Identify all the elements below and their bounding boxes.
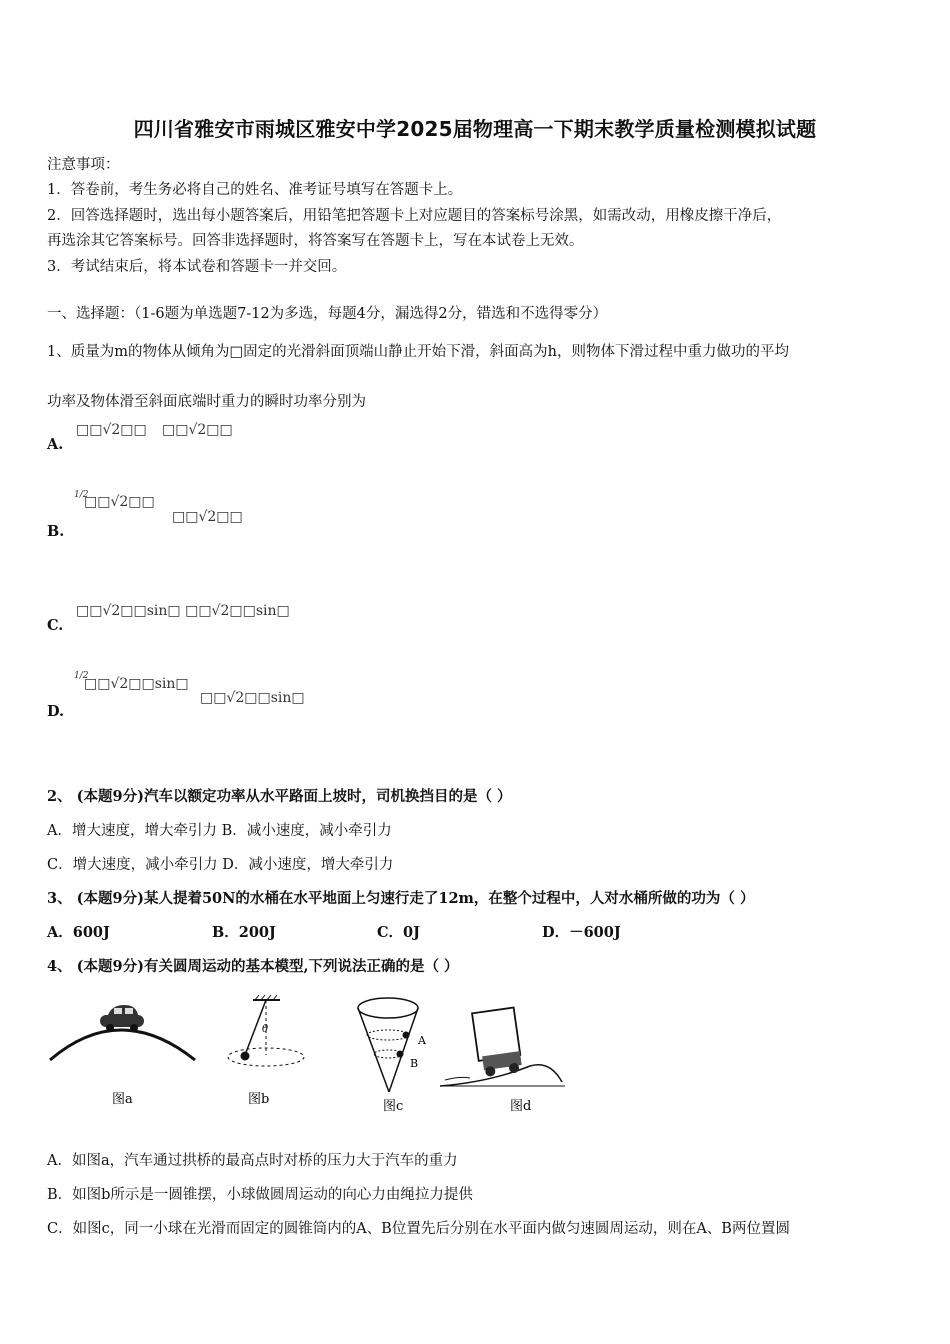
q1-option-d-fraction: 1/2 — [74, 671, 89, 681]
page-title: 四川省雅安市雨城区雅安中学2025届物理高一下期末教学质量检测模拟试题 — [133, 117, 817, 141]
figure-a-bridge — [50, 1005, 195, 1107]
q1-option-a-formula-1: □□√2□□ — [76, 422, 147, 438]
notice-item-2-cont: 再选涂其它答案标号。回答非选择题时，将答案写在答题卡上，写在本试卷上无效。 — [47, 233, 584, 249]
q1-option-d-formula-2: □□√2□□sin□ — [200, 690, 305, 706]
q1-option-c-label: C. — [47, 617, 64, 634]
q1-option-d-label: D. — [47, 703, 65, 720]
question-2-stem: 2、 (本题9分)汽车以额定功率从水平路面上坡时，司机换挡目的是（ ） — [47, 788, 512, 805]
q1-option-b-formula-1: □□√2□□ — [84, 494, 155, 510]
q3-option-d: D．－600J — [542, 924, 621, 941]
question-4-stem: 4、 (本题9分)有关圆周运动的基本模型,下列说法正确的是（ ） — [47, 958, 459, 975]
q3-option-c: C．0J — [377, 924, 420, 941]
figure-d-truck — [440, 1008, 565, 1114]
notice-item-3: 3．考试结束后，将本试卷和答题卡一并交回。 — [47, 259, 347, 275]
q3-option-a: A．600J — [47, 924, 110, 941]
q1-option-b-label: B. — [47, 523, 65, 540]
q3-option-b: B．200J — [212, 924, 276, 941]
notice-heading: 注意事项： — [47, 157, 120, 173]
question-2-options-row-1: A．增大速度，增大牵引力 B．减小速度，减小牵引力 — [47, 823, 392, 839]
question-1-stem: 1、质量为m的物体从倾角为□固定的光滑斜面顶端山静止开始下滑，斜面高为h，则物体下滑过程中重力做功的平均 — [47, 344, 790, 360]
q1-option-b-fraction: 1/2 — [74, 490, 89, 500]
question-4-option-c: C．如图c，同一小球在光滑而固定的圆锥筒内的A、B位置先后分别在水平面内做匀速圆周运动，则在A、B两位置圆 — [47, 1221, 790, 1237]
notice-item-2: 2．回答选择题时，选出每小题答案后，用铅笔把答题卡上对应题目的答案标号涂黑，如需改动，用橡皮擦干净后， — [47, 208, 782, 224]
question-4-option-b: B．如图b所示是一圆锥摆，小球做圆周运动的向心力由绳拉力提供 — [47, 1187, 473, 1203]
q1-option-a-formula-2: □□√2□□ — [162, 422, 233, 438]
question-1-stem-cont: 功率及物体滑至斜面底端时重力的瞬时功率分别为 — [47, 394, 366, 410]
section-heading: 一、选择题：（1-6题为单选题7-12为多选，每题4分，漏选得2分，错选和不选得零分） — [47, 306, 608, 322]
question-3-stem: 3、 (本题9分)某人提着50N的水桶在水平地面上匀速行走了12m，在整个过程中，人对水桶所做的功为（ ） — [47, 890, 755, 907]
figure-c-point-a: A — [418, 1034, 426, 1047]
figure-a-caption: 图a — [112, 1092, 133, 1107]
notice-item-1: 1．答卷前，考生务必将自己的姓名、准考证号填写在答题卡上。 — [47, 182, 463, 198]
q1-option-c-formula: □□√2□□sin□ □□√2□□sin□ — [76, 603, 290, 619]
figure-c-point-b: B — [410, 1057, 419, 1070]
q1-option-a-label: A. — [47, 436, 64, 453]
q1-option-b-formula-2: □□√2□□ — [172, 509, 243, 525]
figure-c-caption: 图c — [383, 1099, 404, 1114]
q1-option-d-formula-1: □□√2□□sin□ — [84, 676, 189, 692]
question-2-options-row-2: C．增大速度，减小牵引力 D．减小速度，增大牵引力 — [47, 857, 394, 873]
figure-d-caption: 图d — [510, 1099, 532, 1114]
figure-b-caption: 图b — [248, 1092, 270, 1107]
question-4-option-a: A．如图a，汽车通过拱桥的最高点时对桥的压力大于汽车的重力 — [47, 1153, 458, 1169]
question-4-figures — [40, 990, 580, 1120]
figure-b-theta: θ — [262, 1024, 269, 1035]
figure-b-pendulum — [228, 995, 304, 1107]
figure-c-cone — [358, 998, 427, 1114]
